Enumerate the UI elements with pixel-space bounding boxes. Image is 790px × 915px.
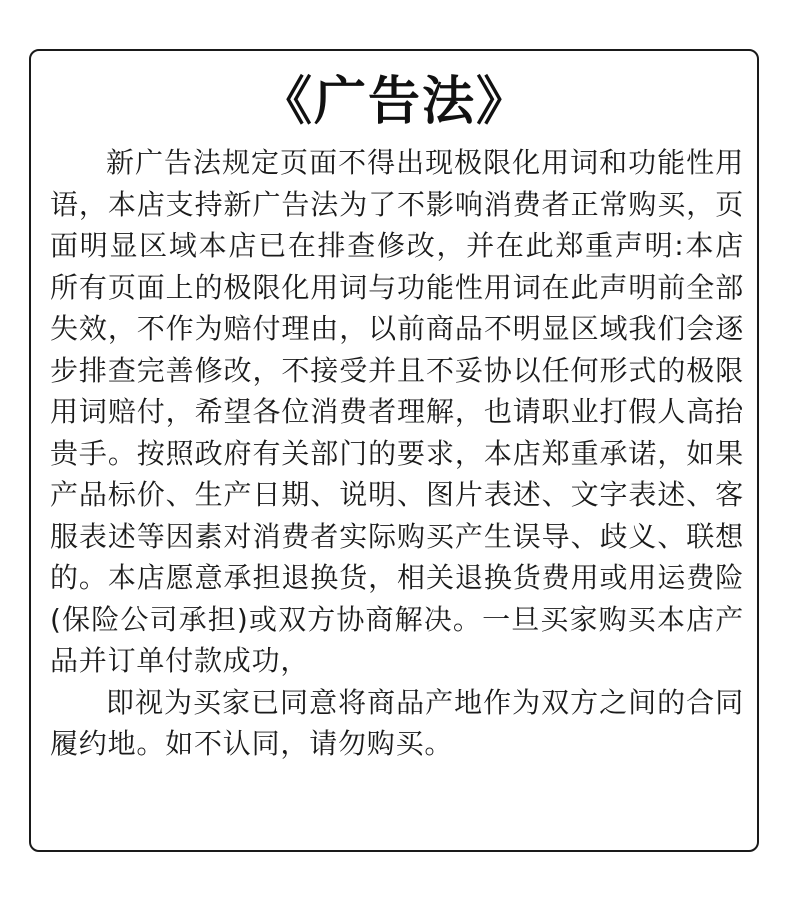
- notice-paragraph-1: 新广告法规定页面不得出现极限化用词和功能性用语，本店支持新广告法为了不影响消费者正常购买，页面明显区域本店已在排查修改，并在此郑重声明:本店所有页面上的极限化用词与功能性用词在此声明前全部失效，不作为赔付理由，以前商品不明显区域我们会逐步排查完善修改，不接受并且不妥协以任何形式的极限用词赔付，希望各位消费者理解，也请职业打假人高抬贵手。按照政府有关部门的要求，本店郑重承诺，如果产品标价、生产日期、说明、图片表述、文字表述、客服表述等因素对消费者实际购买产生误导、歧义、联想的。本店愿意承担退换货，相关退换货费用或用运费险(保险公司承担)或双方协商解决。一旦买家购买本店产品并订单付款成功，: [50, 146, 744, 677]
- notice-body: [50, 142, 744, 765]
- notice-paragraph-2: 即视为买家已同意将商品产地作为双方之间的合同履约地。如不认同，请勿购买。: [50, 685, 744, 760]
- notice-title: 《广告法》: [259, 72, 530, 132]
